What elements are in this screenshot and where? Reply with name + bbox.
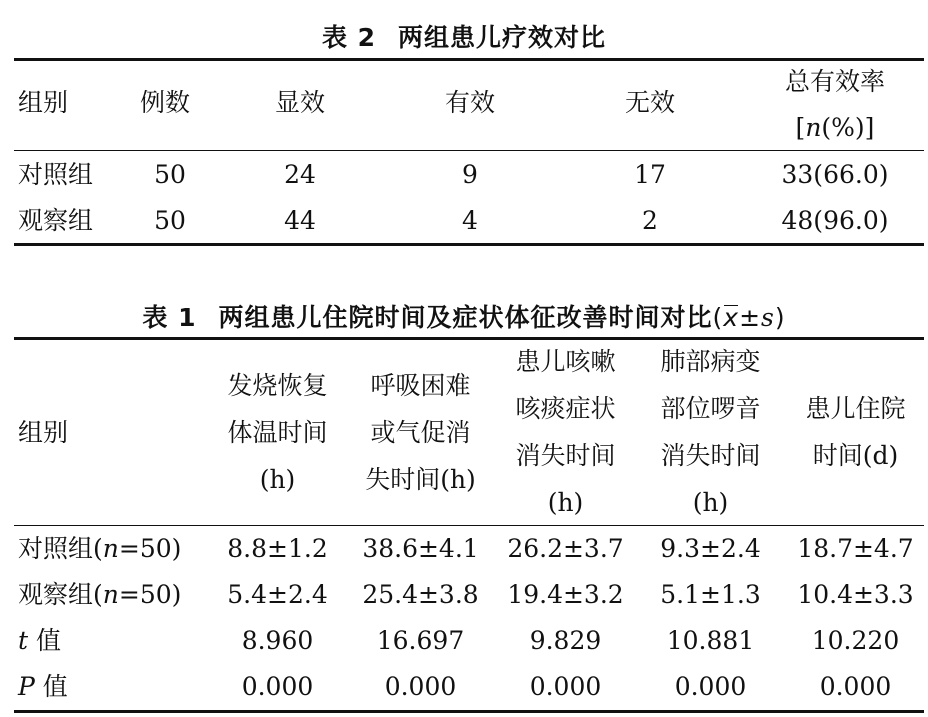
table1-row2-cough: 19.4±3.2 xyxy=(507,580,624,609)
table1-p-fever: 0.000 xyxy=(241,672,314,701)
table1-p-rales: 0.000 xyxy=(674,672,747,701)
table1-row1-group: 对照组(n=50) xyxy=(18,534,182,563)
table1-row1-dyspnea: 38.6±4.1 xyxy=(362,534,479,563)
table1-header-cough-2: 咳痰症状 xyxy=(515,394,616,423)
table1-caption xyxy=(0,298,928,334)
table1-caption-stat: (x±s) xyxy=(712,303,786,332)
table1-row2-stay: 10.4±3.3 xyxy=(797,580,914,609)
table1-row1-fever: 8.8±1.2 xyxy=(227,534,328,563)
table1-row1-cough: 26.2±3.7 xyxy=(507,534,624,563)
table2-row1-marked: 24 xyxy=(284,160,316,189)
table2-header-total-line1: 总有效率 xyxy=(784,67,885,96)
table2-header-total-line2: [n(%)] xyxy=(795,113,875,142)
table1-caption-number: 表 1 xyxy=(142,303,197,332)
table1-row2-dyspnea: 25.4±3.8 xyxy=(362,580,479,609)
table2-row1-ineffective: 17 xyxy=(634,160,666,189)
table2-header-effective: 有效 xyxy=(444,88,495,117)
table1-header-fever-3: (h) xyxy=(259,465,296,494)
table2-header-marked: 显效 xyxy=(274,88,325,117)
table1-row1-rales: 9.3±2.4 xyxy=(660,534,761,563)
table1-t-fever: 8.960 xyxy=(241,626,314,655)
table1-t-dyspnea: 16.697 xyxy=(376,626,465,655)
table2-bottom-rule xyxy=(14,243,924,246)
table2-header-cases: 例数 xyxy=(139,88,190,117)
table2-row1-group: 对照组 xyxy=(18,160,94,189)
table2-header-rule xyxy=(14,150,924,151)
table2-row2-ineffective: 2 xyxy=(642,206,658,235)
table2-caption xyxy=(0,18,928,54)
table1-row2-group: 观察组(n=50) xyxy=(18,580,182,609)
table1-header-rule xyxy=(14,525,924,526)
table1-row2-rales: 5.1±1.3 xyxy=(660,580,761,609)
table1-t-stay: 10.220 xyxy=(811,626,900,655)
table1-row1-stay: 18.7±4.7 xyxy=(797,534,914,563)
table1-bottom-rule xyxy=(14,710,924,713)
table1-header-rales-3: 消失时间 xyxy=(660,441,761,470)
table1-row2-fever: 5.4±2.4 xyxy=(227,580,328,609)
table1-header-dyspnea-1: 呼吸困难 xyxy=(370,371,471,400)
table1-header-rales-1: 肺部病变 xyxy=(660,347,761,376)
table1-t-rales: 10.881 xyxy=(666,626,755,655)
table1-p-row-label: P 值 xyxy=(18,672,68,701)
table2-row1-cases: 50 xyxy=(154,160,186,189)
table1-header-fever-1: 发烧恢复 xyxy=(227,371,328,400)
table2-row2-total: 48(96.0) xyxy=(781,206,889,235)
table1-header-dyspnea-3: 失时间(h) xyxy=(365,465,476,494)
table2-top-rule xyxy=(14,58,924,61)
table1-header-stay-1: 患儿住院 xyxy=(805,394,906,423)
table1-header-cough-3: 消失时间 xyxy=(515,441,616,470)
table1-header-cough-4: (h) xyxy=(547,488,584,517)
table1-header-cough-1: 患儿咳嗽 xyxy=(515,347,616,376)
table2-caption-title: 两组患儿疗效对比 xyxy=(398,23,607,52)
table1-p-stay: 0.000 xyxy=(819,672,892,701)
table2-header-group: 组别 xyxy=(18,88,69,117)
table1-caption-title: 两组患儿住院时间及症状体征改善时间对比 xyxy=(218,303,713,332)
table2-row1-total: 33(66.0) xyxy=(781,160,889,189)
table1-t-cough: 9.829 xyxy=(529,626,602,655)
table2-caption-number: 表 2 xyxy=(321,23,377,52)
table1-t-row-label: t 值 xyxy=(18,626,61,655)
table1-header-stay-2: 时间(d) xyxy=(812,441,899,470)
table1-header-dyspnea-2: 或气促消 xyxy=(370,418,471,447)
table2-row2-marked: 44 xyxy=(284,206,316,235)
table2-row1-effective: 9 xyxy=(462,160,478,189)
table1-top-rule xyxy=(14,337,924,340)
table2-row2-effective: 4 xyxy=(462,206,478,235)
table2-row2-group: 观察组 xyxy=(18,206,94,235)
table2-row2-cases: 50 xyxy=(154,206,186,235)
table1-header-rales-4: (h) xyxy=(692,488,729,517)
table1-header-fever-2: 体温时间 xyxy=(227,418,328,447)
table1-header-rales-2: 部位啰音 xyxy=(660,394,761,423)
table1-p-cough: 0.000 xyxy=(529,672,602,701)
table2-header-ineffective: 无效 xyxy=(624,88,675,117)
table1-header-group: 组别 xyxy=(18,418,69,447)
table1-p-dyspnea: 0.000 xyxy=(384,672,457,701)
